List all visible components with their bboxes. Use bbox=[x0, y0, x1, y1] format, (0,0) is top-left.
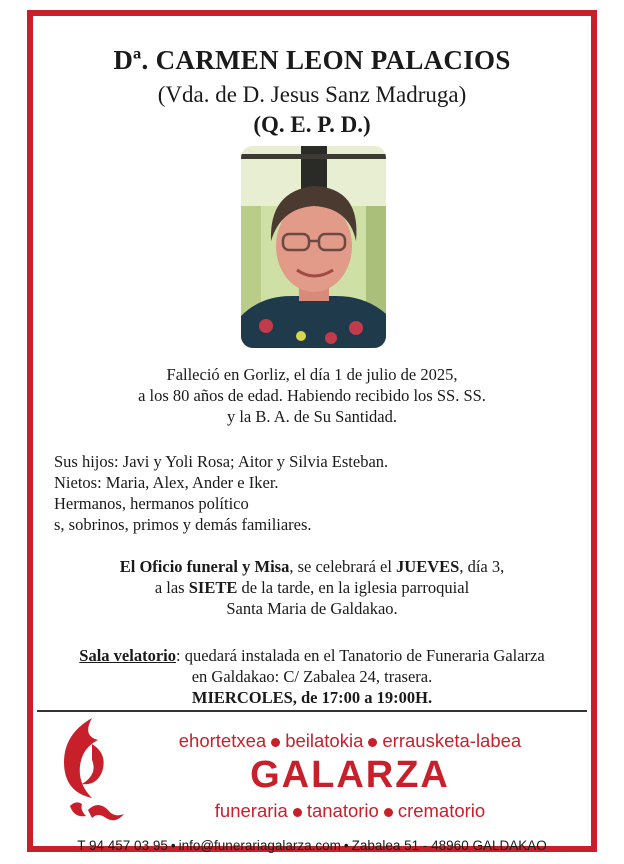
tagline-word: ehortetxea bbox=[178, 730, 267, 751]
funeral-text: , día 3, bbox=[459, 557, 505, 576]
funeral-hour: SIETE bbox=[188, 578, 238, 597]
family-line: Sus hijos: Javi y Yoli Rosa; Aitor y Silvia Esteban. bbox=[54, 452, 389, 471]
wake-label: Sala velatorio bbox=[79, 646, 176, 665]
bullet-dot-icon bbox=[368, 738, 377, 747]
bullet-dot-icon bbox=[384, 808, 393, 817]
tagline-word: beilatokia bbox=[285, 730, 364, 751]
contact-footer bbox=[0, 838, 624, 853]
phone-number[interactable]: T 94 457 03 95 bbox=[77, 838, 168, 853]
funeral-text: , se celebrará el bbox=[289, 557, 397, 576]
funeral-line bbox=[0, 556, 624, 577]
widow-of-line: (Vda. de D. Jesus Sanz Madruga) bbox=[157, 82, 467, 107]
wake-line bbox=[0, 645, 624, 666]
funeral-text: de la tarde, en la iglesia parroquial bbox=[237, 578, 470, 597]
galarza-logo bbox=[52, 714, 132, 826]
brand-name: GALARZA bbox=[250, 754, 450, 796]
services-tagline-basque bbox=[145, 730, 555, 752]
family-line: Nietos: Maria, Alex, Ander e Iker. bbox=[54, 473, 279, 492]
tagline-word: crematorio bbox=[397, 800, 486, 821]
tagline-word: tanatorio bbox=[306, 800, 379, 821]
tagline-word: errausketa-labea bbox=[382, 730, 522, 751]
death-notice bbox=[0, 364, 624, 427]
deceased-name: Dª. CARMEN LEON PALACIOS bbox=[113, 45, 511, 75]
family-line: s, sobrinos, primos y demás familiares. bbox=[54, 515, 312, 534]
services-tagline-spanish bbox=[145, 800, 555, 822]
divider bbox=[37, 710, 587, 712]
wake-line: en Galdakao: C/ Zabalea 24, trasera. bbox=[191, 667, 433, 686]
death-notice-line: Falleció en Gorliz, el día 1 de julio de 2025, bbox=[166, 365, 458, 384]
address: Zabalea 51 - 48960 GALDAKAO bbox=[351, 838, 547, 853]
separator: • bbox=[170, 838, 176, 853]
wake-text: : quedará instalada en el Tanatorio de Funeraria Galarza bbox=[176, 646, 545, 665]
funeral-text: a las bbox=[154, 578, 189, 597]
tagline-word: funeraria bbox=[214, 800, 288, 821]
wake-schedule: MIERCOLES, de 17:00 a 19:00H. bbox=[191, 688, 433, 707]
funeral-service-label: El Oficio funeral y Misa bbox=[119, 557, 290, 576]
qepd-line: (Q. E. P. D.) bbox=[253, 112, 371, 137]
email-link[interactable]: info@funerariagalarza.com bbox=[178, 838, 341, 853]
bullet-dot-icon bbox=[271, 738, 280, 747]
separator: • bbox=[343, 838, 349, 853]
family-list bbox=[54, 451, 388, 535]
portrait-photo bbox=[241, 146, 386, 348]
portrait-illustration bbox=[241, 146, 386, 348]
funeral-line: Santa Maria de Galdakao. bbox=[226, 599, 398, 618]
galarza-logo-mark bbox=[52, 714, 132, 826]
funeral-day: JUEVES bbox=[396, 557, 460, 576]
wake-info bbox=[0, 645, 624, 708]
funeral-info bbox=[0, 556, 624, 619]
funeral-line bbox=[0, 577, 624, 598]
death-notice-line: a los 80 años de edad. Habiendo recibido los SS. SS. bbox=[138, 386, 486, 405]
death-notice-line: y la B. A. de Su Santidad. bbox=[226, 407, 398, 426]
bullet-dot-icon bbox=[293, 808, 302, 817]
family-line: Hermanos, hermanos político bbox=[54, 494, 249, 513]
